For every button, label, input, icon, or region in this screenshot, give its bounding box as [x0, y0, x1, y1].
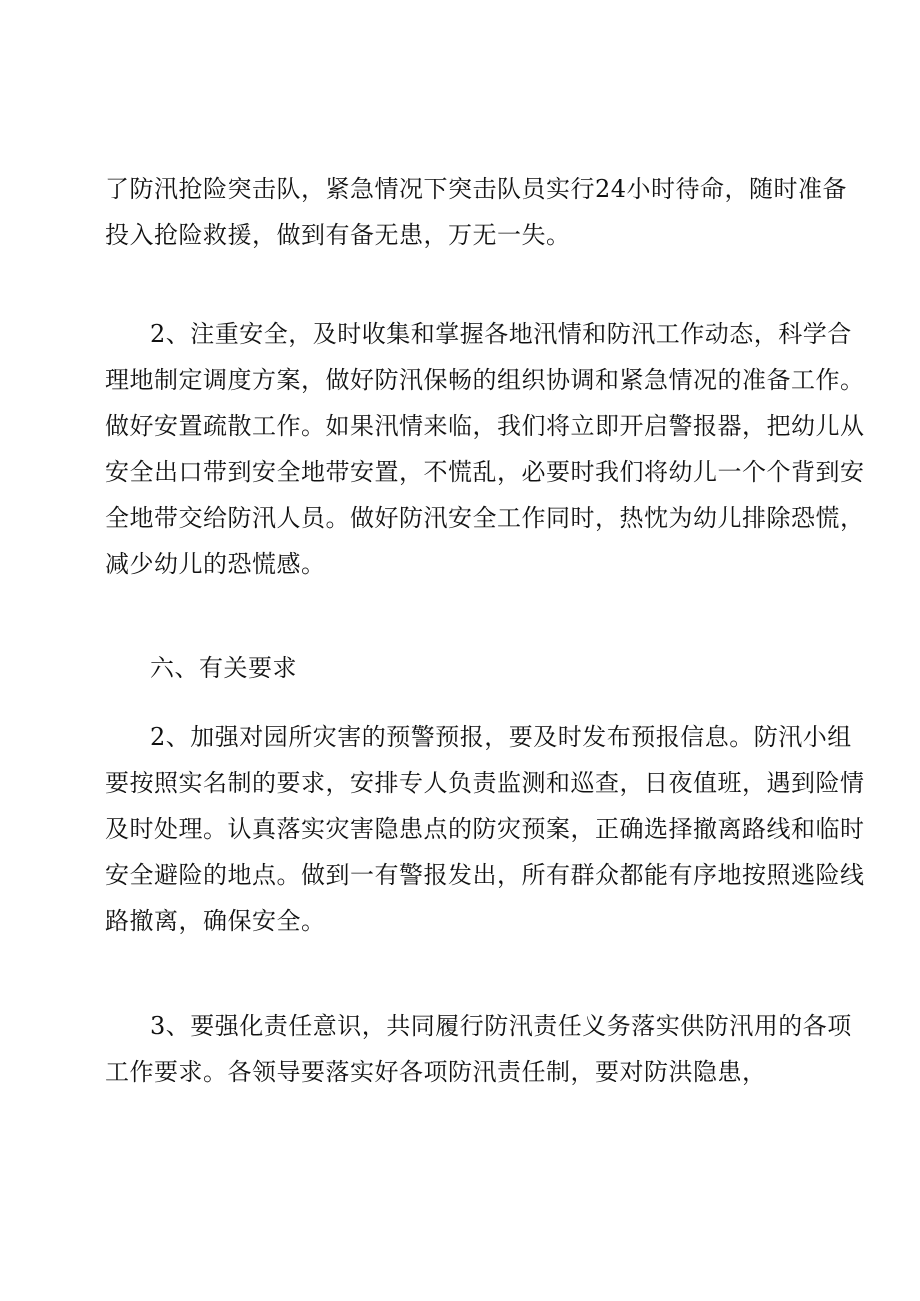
- text-line: 要按照实名制的要求，安排专人负责监测和巡查，日夜值班，遇到险情: [105, 769, 865, 797]
- text-line: 投入抢险救援，做到有备无患，万无一失。: [105, 221, 571, 249]
- text-line: 2、注重安全，及时收集和掌握各地汛情和防汛工作动态，科学合: [150, 320, 852, 348]
- text-line: 做好安置疏散工作。如果汛情来临，我们将立即开启警报器，把幼儿从: [105, 412, 865, 440]
- section-heading-requirements: [105, 645, 820, 691]
- paragraph-flood-rescue-team: [105, 166, 848, 258]
- text-line: 安全避险的地点。做到一有警报发出，所有群众都能有序地按照逃险线: [105, 861, 865, 889]
- paragraph-early-warning: [105, 714, 865, 944]
- text-line: 2、加强对园所灾害的预警预报，要及时发布预报信息。防汛小组: [150, 723, 852, 751]
- text-line: 路撤离，确保安全。: [105, 907, 326, 935]
- text-line: 减少幼儿的恐慌感。: [105, 550, 326, 578]
- text-line: 及时处理。认真落实灾害隐患点的防灾预案，正确选择撤离路线和临时: [105, 815, 865, 843]
- text-line: 安全出口带到安全地带安置，不慌乱，必要时我们将幼儿一个个背到安: [105, 458, 865, 486]
- text-line: 工作要求。各领导要落实好各项防汛责任制，要对防洪隐患，: [105, 1058, 767, 1086]
- text-line: 全地带交给防汛人员。做好防汛安全工作同时，热忱为幼儿排除恐慌，: [105, 504, 865, 532]
- paragraph-safety-focus: [105, 311, 865, 587]
- text-line: 理地制定调度方案，做好防汛保畅的组织协调和紧急情况的准备工作。: [105, 366, 865, 394]
- paragraph-responsibility: [105, 1003, 852, 1095]
- text-line: 了防汛抢险突击队，紧急情况下突击队员实行24小时待命，随时准备: [105, 175, 848, 203]
- section-heading: 六、有关要求: [150, 654, 297, 682]
- text-line: 3、要强化责任意识，共同履行防汛责任义务落实供防汛用的各项: [150, 1012, 852, 1040]
